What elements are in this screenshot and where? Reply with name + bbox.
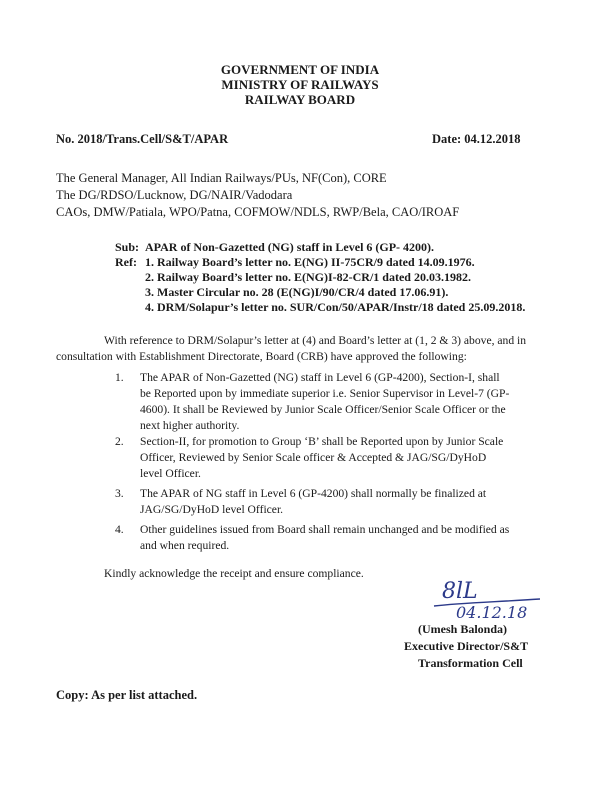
signatory-name: (Umesh Balonda): [418, 622, 508, 636]
point-line: The APAR of Non-Gazetted (NG) staff in Level 6 (GP-4200), Section-I, shall: [140, 371, 500, 384]
addressee-line: CAOs, DMW/Patiala, WPO/Patna, COFMOW/NDLS, RWP/Bela, CAO/IROAF: [56, 205, 460, 219]
header-ministry: MINISTRY OF RAILWAYS: [221, 77, 379, 92]
signature-initials: 8lL: [442, 579, 478, 604]
point-number: 4.: [115, 523, 124, 536]
ref-item: 1. Railway Board’s letter no. E(NG) II-75CR/9 dated 14.09.1976.: [145, 255, 475, 269]
signature-date: 04.12.18: [456, 603, 528, 622]
letter-date: Date: 04.12.2018: [432, 132, 521, 146]
addressee-line: The DG/RDSO/Lucknow, DG/NAIR/Vadodara: [56, 188, 293, 202]
point-line: 4600). It shall be Reviewed by Junior Scale Officer/Senior Scale Officer or the: [140, 403, 506, 416]
copy-note: Copy: As per list attached.: [56, 688, 198, 702]
ref-item: 4. DRM/Solapur’s letter no. SUR/Con/50/APAR/Instr/18 dated 25.09.2018.: [145, 300, 526, 314]
point-line: Section-II, for promotion to Group ‘B’ shall be Reported upon by Junior Scale: [140, 435, 504, 448]
ref-item: 2. Railway Board’s letter no. E(NG)I-82-CR/1 dated 20.03.1982.: [145, 270, 471, 284]
point-number: 2.: [115, 435, 124, 448]
header-govt: GOVERNMENT OF INDIA: [220, 62, 380, 77]
ref-item: 3. Master Circular no. 28 (E(NG)I/90/CR/4 dated 17.06.91).: [145, 285, 449, 299]
ref-label: Ref:: [115, 255, 137, 269]
point-line: next higher authority.: [140, 419, 240, 432]
point-line: Officer, Reviewed by Senior Scale officer & Accepted & JAG/SG/DyHoD: [140, 451, 487, 464]
signatory-title: Executive Director/S&T: [404, 639, 529, 653]
closing-line: Kindly acknowledge the receipt and ensure compliance.: [104, 567, 364, 580]
point-line: Other guidelines issued from Board shall remain unchanged and be modified as: [140, 523, 510, 536]
point-line: JAG/SG/DyHoD level Officer.: [140, 503, 284, 516]
subject-label: Sub:: [115, 240, 140, 254]
subject-text: APAR of Non-Gazetted (NG) staff in Level 6 (GP- 4200).: [145, 240, 435, 254]
point-line: level Officer.: [140, 467, 201, 480]
point-number: 1.: [115, 371, 124, 384]
signatory-office: Transformation Cell: [418, 656, 523, 670]
header-board: RAILWAY BOARD: [244, 92, 356, 107]
addressee-line: The General Manager, All Indian Railways/PUs, NF(Con), CORE: [56, 171, 387, 185]
point-line: and when required.: [140, 539, 230, 552]
intro-line: With reference to DRM/Solapur’s letter at (4) and Board’s letter at (1, 2 & 3) above, and in: [104, 334, 527, 347]
handwritten-signature: [420, 572, 550, 624]
letter-number: No. 2018/Trans.Cell/S&T/APAR: [56, 132, 229, 146]
intro-line: consultation with Establishment Directorate, Board (CRB) have approved the following:: [56, 350, 467, 363]
point-line: The APAR of NG staff in Level 6 (GP-4200) shall normally be finalized at: [140, 487, 487, 500]
point-number: 3.: [115, 487, 124, 500]
point-line: be Reported upon by immediate superior i.e. Senior Supervisor in Level-7 (GP-: [140, 387, 510, 400]
